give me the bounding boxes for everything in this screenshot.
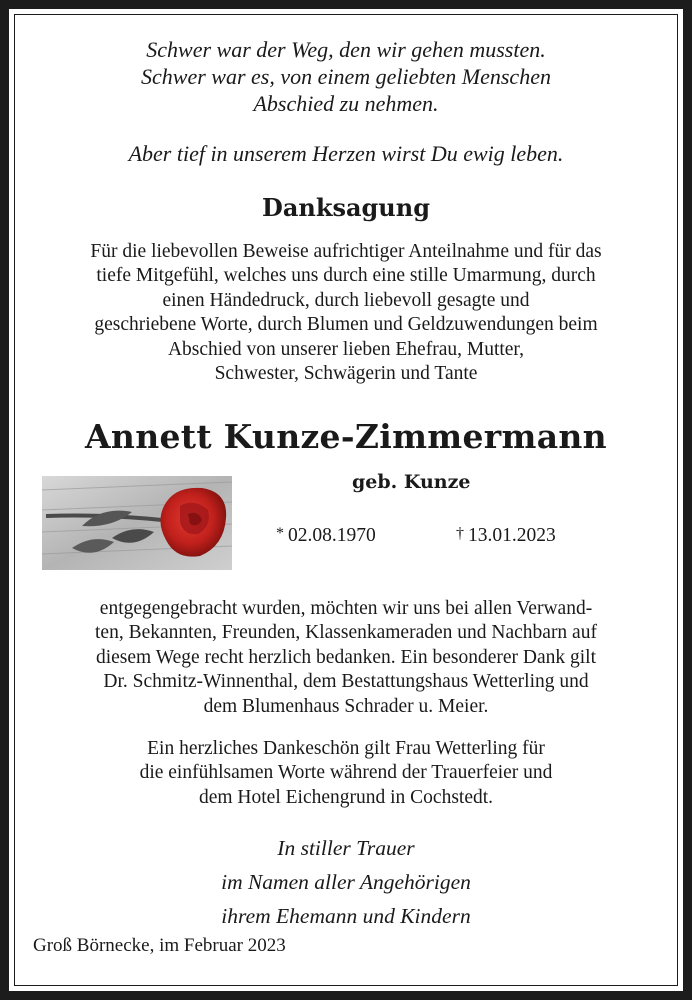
poem-line: Schwer war es, von einem geliebten Menschen — [141, 64, 551, 89]
poem-line: Schwer war der Weg, den wir gehen mussten. — [146, 37, 546, 62]
poem-closing-line: Aber tief in unserem Herzen wirst Du ewig leben. — [128, 141, 564, 166]
thanks-paragraph-3 — [0, 737, 692, 810]
paragraph-line: die einfühlsamen Worte während der Trauerfeier und — [139, 762, 553, 784]
paragraph-line: einen Händedruck, durch liebevoll gesagte und — [162, 289, 530, 311]
death-symbol: † — [456, 525, 464, 542]
paragraph-line: Dr. Schmitz-Winnenthal, dem Bestattungshaus Wetterling und — [103, 671, 589, 693]
death-date — [456, 521, 556, 549]
birth-date-value: 02.08.1970 — [288, 525, 376, 546]
death-date-value: 13.01.2023 — [468, 525, 556, 546]
paragraph-line: Abschied von unserer lieben Ehefrau, Mutter, — [167, 338, 525, 360]
place-and-date: Groß Börnecke, im Februar 2023 — [33, 935, 286, 956]
poem — [0, 36, 692, 117]
signoff-line: In stiller Trauer — [277, 836, 415, 860]
deceased-name: Annett Kunze-Zimmermann — [85, 417, 607, 456]
poem-line: Abschied zu nehmen. — [253, 91, 439, 116]
paragraph-line: ten, Bekannten, Freunden, Klassenkameraden und Nachbarn auf — [95, 622, 597, 644]
signoff-line: ihrem Ehemann und Kindern — [221, 904, 471, 928]
paragraph-line: diesem Wege recht herzlich bedanken. Ein besonderer Dank gilt — [95, 646, 596, 668]
paragraph-line: dem Blumenhaus Schrader u. Meier. — [203, 695, 489, 717]
paragraph-line: geschriebene Worte, durch Blumen und Geldzuwendungen beim — [94, 314, 598, 336]
maiden-name: geb. Kunze — [352, 471, 471, 493]
signoff — [0, 831, 692, 933]
heading-danksagung: Danksagung — [262, 193, 430, 222]
paragraph-line: dem Hotel Eichengrund in Cochstedt. — [198, 786, 494, 808]
thanks-paragraph-1 — [0, 240, 692, 386]
paragraph-line: Schwester, Schwägerin und Tante — [214, 363, 478, 385]
birth-date — [276, 521, 376, 549]
signoff-line: im Namen aller Angehörigen — [221, 870, 471, 894]
paragraph-line: Für die liebevollen Beweise aufrichtiger Anteilnahme und für das — [90, 241, 602, 262]
birth-symbol: * — [276, 525, 284, 542]
rose-photo — [42, 476, 232, 570]
paragraph-line: entgegengebracht wurden, möchten wir uns bei allen Verwand- — [99, 598, 593, 619]
thanks-paragraph-2 — [0, 597, 692, 719]
paragraph-line: Ein herzliches Dankeschön gilt Frau Wetterling für — [147, 738, 545, 759]
paragraph-line: tiefe Mitgefühl, welches uns durch eine stille Umarmung, durch — [96, 265, 596, 287]
